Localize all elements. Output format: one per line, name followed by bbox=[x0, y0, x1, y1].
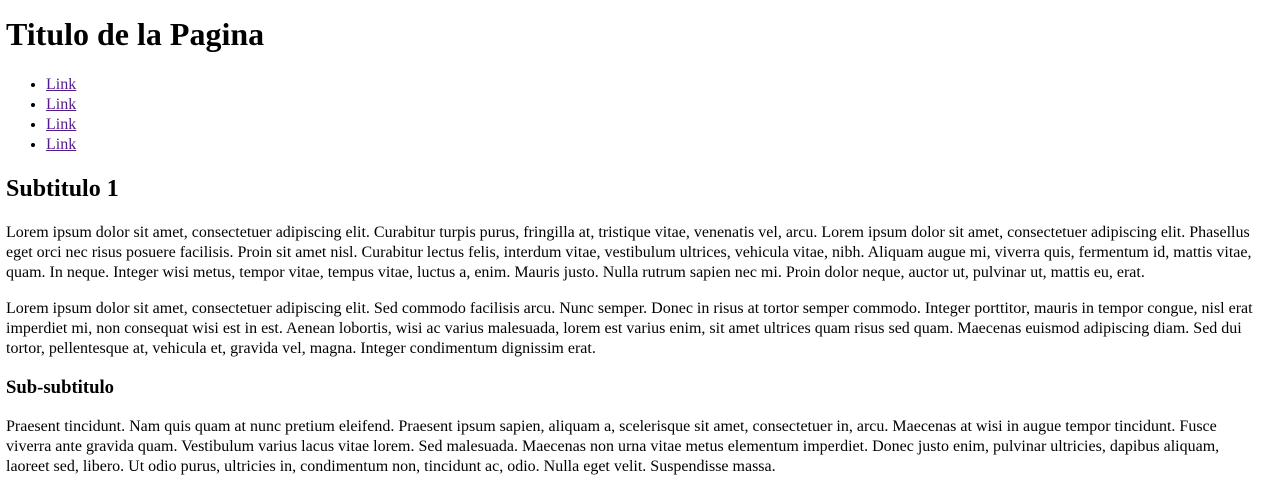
nav-link-2[interactable]: Link bbox=[46, 96, 77, 113]
subsection-paragraph: Praesent tincidunt. Nam quis quam at nunc pretium eleifend. Praesent ipsum sapien, aliquam a, scelerisque sit amet, consectetuer in, arcu. Maecenas at wisi in augue tempor tincidunt. Fusce viverra ante gravida quam. Vestibulum varius lacus vitae lorem. Sed malesuada. Maecenas non urna vitae metus elementum imperdiet. Donec justo enim, pulvinar ultricies, dapibus aliquam, laoreet sed, libero. Ut odio purus, ultricies in, condimentum non, tincidunt ac, odio. Nulla eget velit. Suspendisse massa. bbox=[6, 418, 1220, 475]
section-title: Subtitulo 1 bbox=[6, 176, 119, 202]
section-paragraph-1: Lorem ipsum dolor sit amet, consectetuer adipiscing elit. Curabitur turpis purus, fringilla at, tristique vitae, venenatis vel, arcu. Lorem ipsum dolor sit amet, consectetuer adipiscing elit. Phasellus eget orci nec risus posuere facilisis. Proin sit amet nisl. Curabitur lectus felis, interdum vitae, vestibulum ultrices, vehicula vitae, nibh. Aliquam augue mi, viverra quis, fermentum id, mattis vitae, quam. In neque. Integer wisi metus, tempor vitae, tempus vitae, luctus a, enim. Mauris justo. Nulla rutrum sapien nec mi. Proin dolor neque, auctor ut, pulvinar ut, mattis eu, erat. bbox=[6, 224, 1252, 281]
nav-link-list bbox=[6, 75, 1263, 155]
nav-list-item bbox=[46, 75, 1263, 95]
nav-list-item bbox=[46, 115, 1263, 135]
subsection-title: Sub-subtitulo bbox=[6, 377, 115, 398]
nav-link-4[interactable]: Link bbox=[46, 136, 77, 153]
page-title: Titulo de la Pagina bbox=[6, 16, 265, 52]
nav-list-item bbox=[46, 135, 1263, 155]
nav-list-item bbox=[46, 95, 1263, 115]
nav-link-1[interactable]: Link bbox=[46, 76, 77, 93]
section-paragraph-2: Lorem ipsum dolor sit amet, consectetuer adipiscing elit. Sed commodo facilisis arcu. Nunc semper. Donec in risus at tortor semper commodo. Integer porttitor, mauris in tempor congue, nisl erat imperdiet mi, non consequat wisi est in est. Aenean lobortis, wisi ac varius malesuada, lorem est varius enim, sit amet ultrices quam risus sed quam. Maecenas euismod adipiscing diam. Sed dui tortor, pellentesque at, vehicula et, gravida vel, magna. Integer condimentum dignissim erat. bbox=[6, 300, 1253, 357]
nav-link-3[interactable]: Link bbox=[46, 116, 77, 133]
